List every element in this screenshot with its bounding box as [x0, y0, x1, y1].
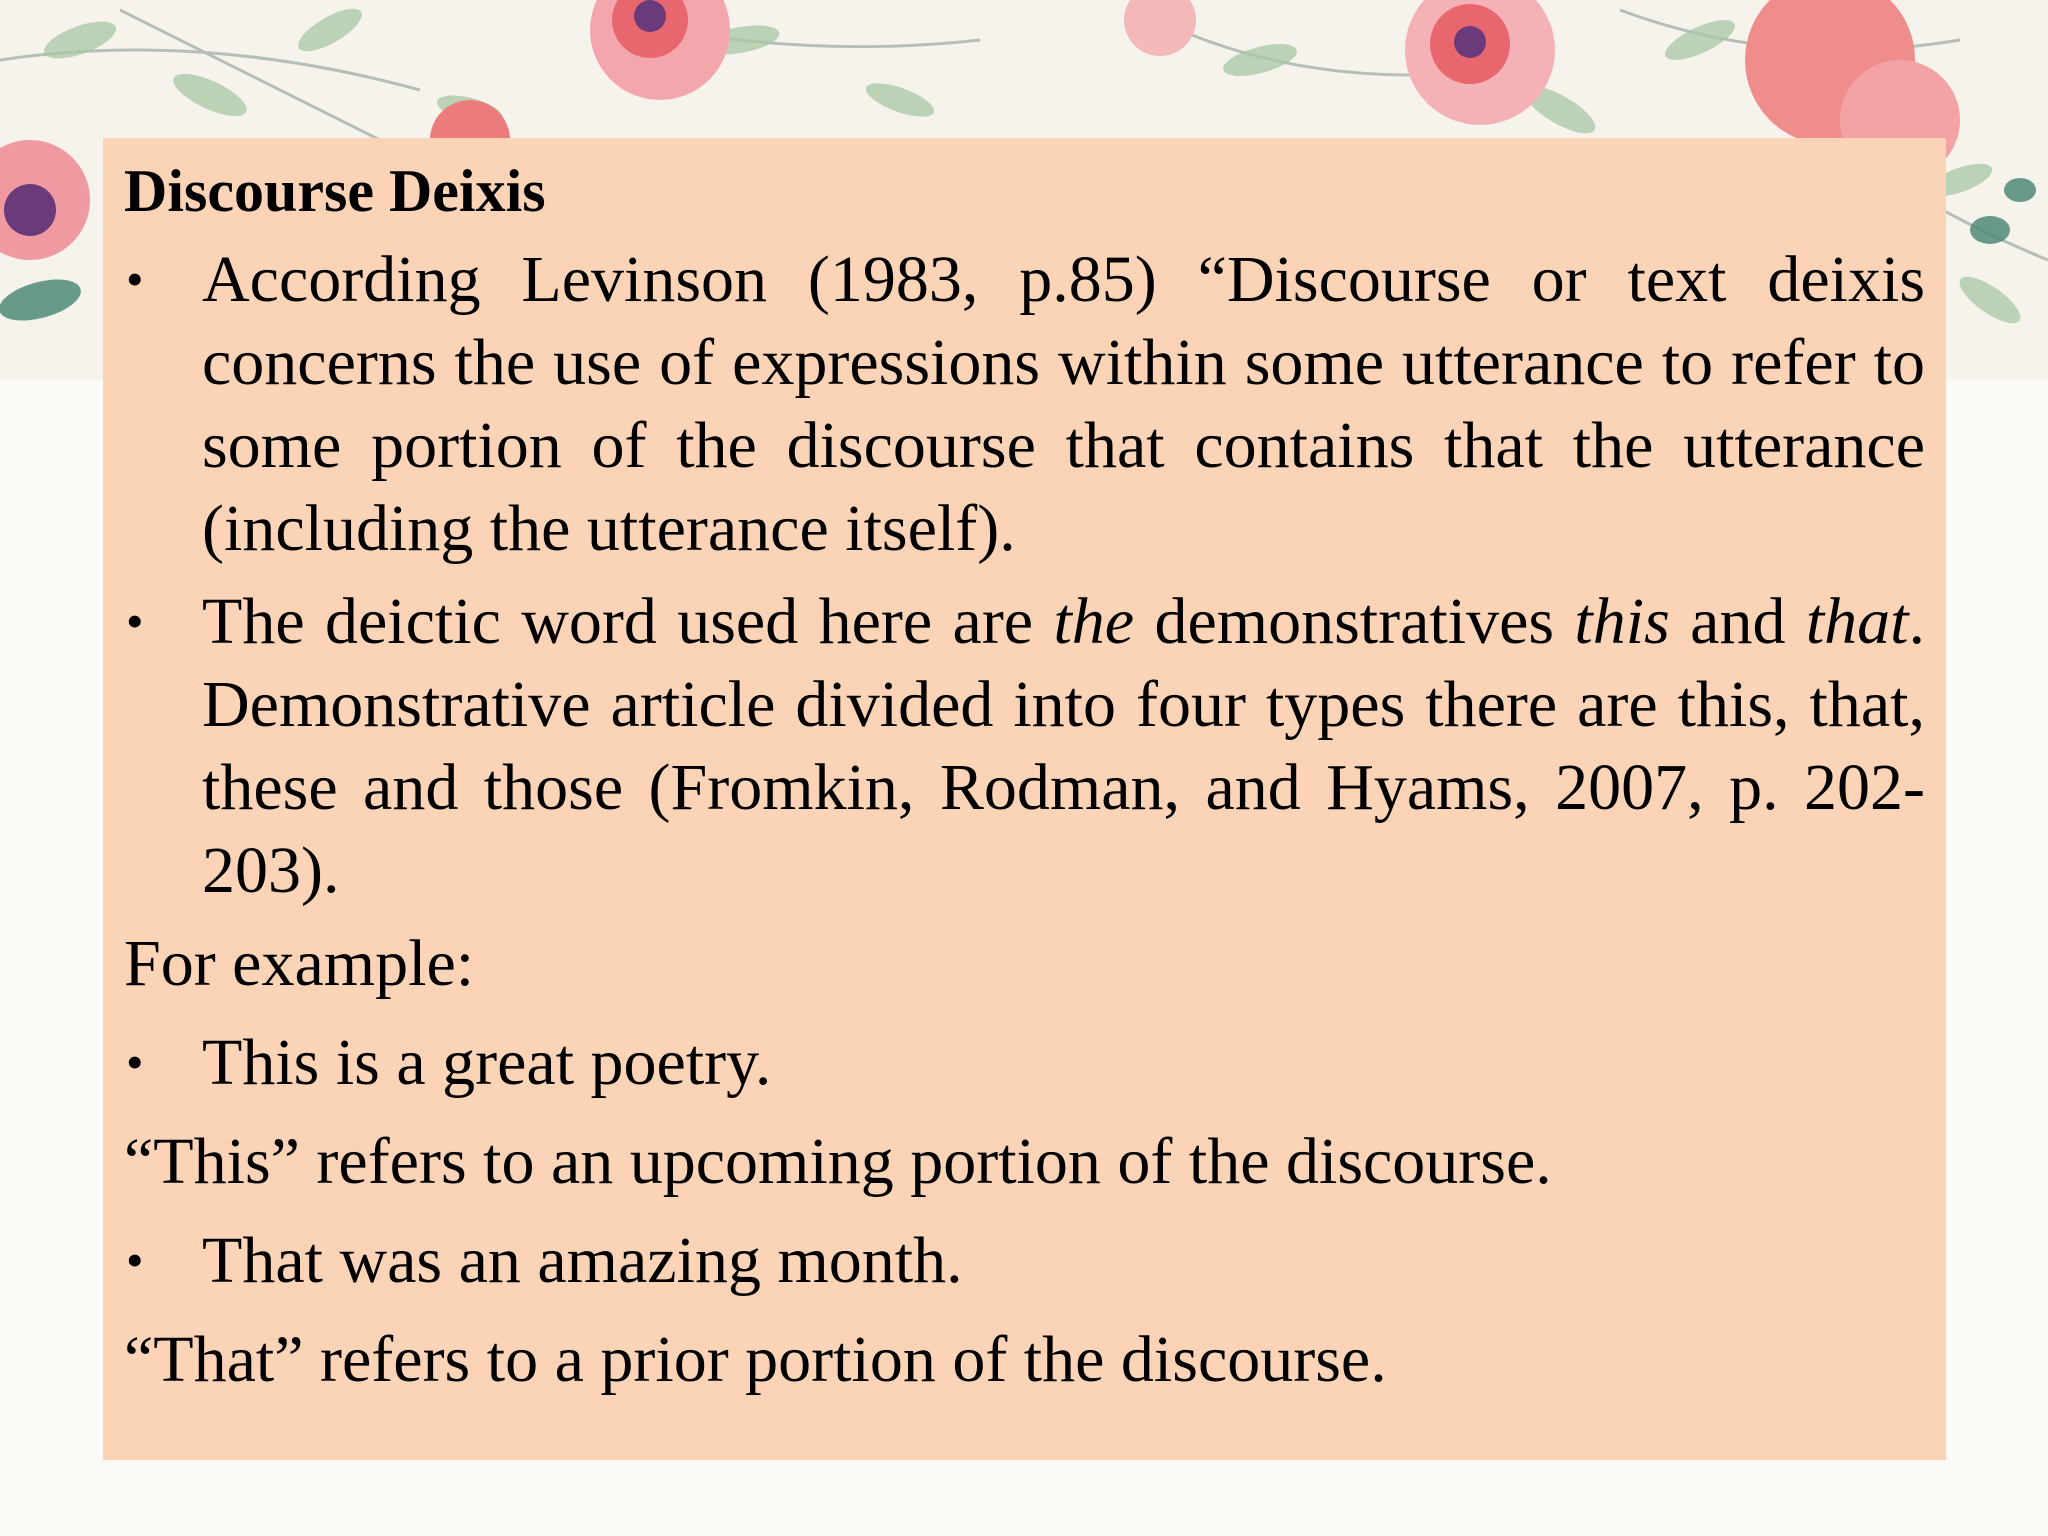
example-bullet-this: [124, 1021, 1925, 1104]
explanation-this: “This” refers to an upcoming portion of the discourse.: [124, 1125, 1552, 1198]
bullet-text-part: The deictic word used here are: [202, 585, 1054, 658]
example-bullet-that: [124, 1219, 1925, 1302]
italic-this: this: [1574, 585, 1670, 658]
bullet-levinson-definition: [124, 238, 1925, 570]
bullet-text: According Levinson (1983, p.85) “Discourse or text deixis concerns the use of expressions within some utterance to refer to some portion of the discourse that contains that the utterance (including the utterance itself).: [202, 243, 1925, 565]
bullet-icon: •: [126, 1034, 144, 1090]
example-text: This is a great poetry.: [202, 1026, 772, 1099]
italic-that: that: [1805, 585, 1909, 658]
italic-the: the: [1053, 585, 1135, 658]
slide-title: Discourse Deixis: [124, 158, 546, 224]
example-text: That was an amazing month.: [202, 1224, 963, 1297]
bullet-icon: •: [126, 1232, 144, 1288]
example-label: For example:: [124, 927, 475, 1000]
bullet-demonstratives: [124, 580, 1925, 912]
bullet-icon: •: [126, 251, 144, 307]
bullet-text-part: and: [1669, 585, 1806, 658]
bullet-icon: •: [126, 593, 144, 649]
content-box: [103, 138, 1946, 1460]
bullet-text-part: demonstratives: [1134, 585, 1575, 658]
explanation-that: “That” refers to a prior portion of the discourse.: [124, 1323, 1387, 1396]
bullet-text-part: . Demonstrative article divided into four types there are this, that, these and those (Fromkin, Rodman, and Hyams, 2007, p. 202-203).: [202, 585, 1925, 907]
